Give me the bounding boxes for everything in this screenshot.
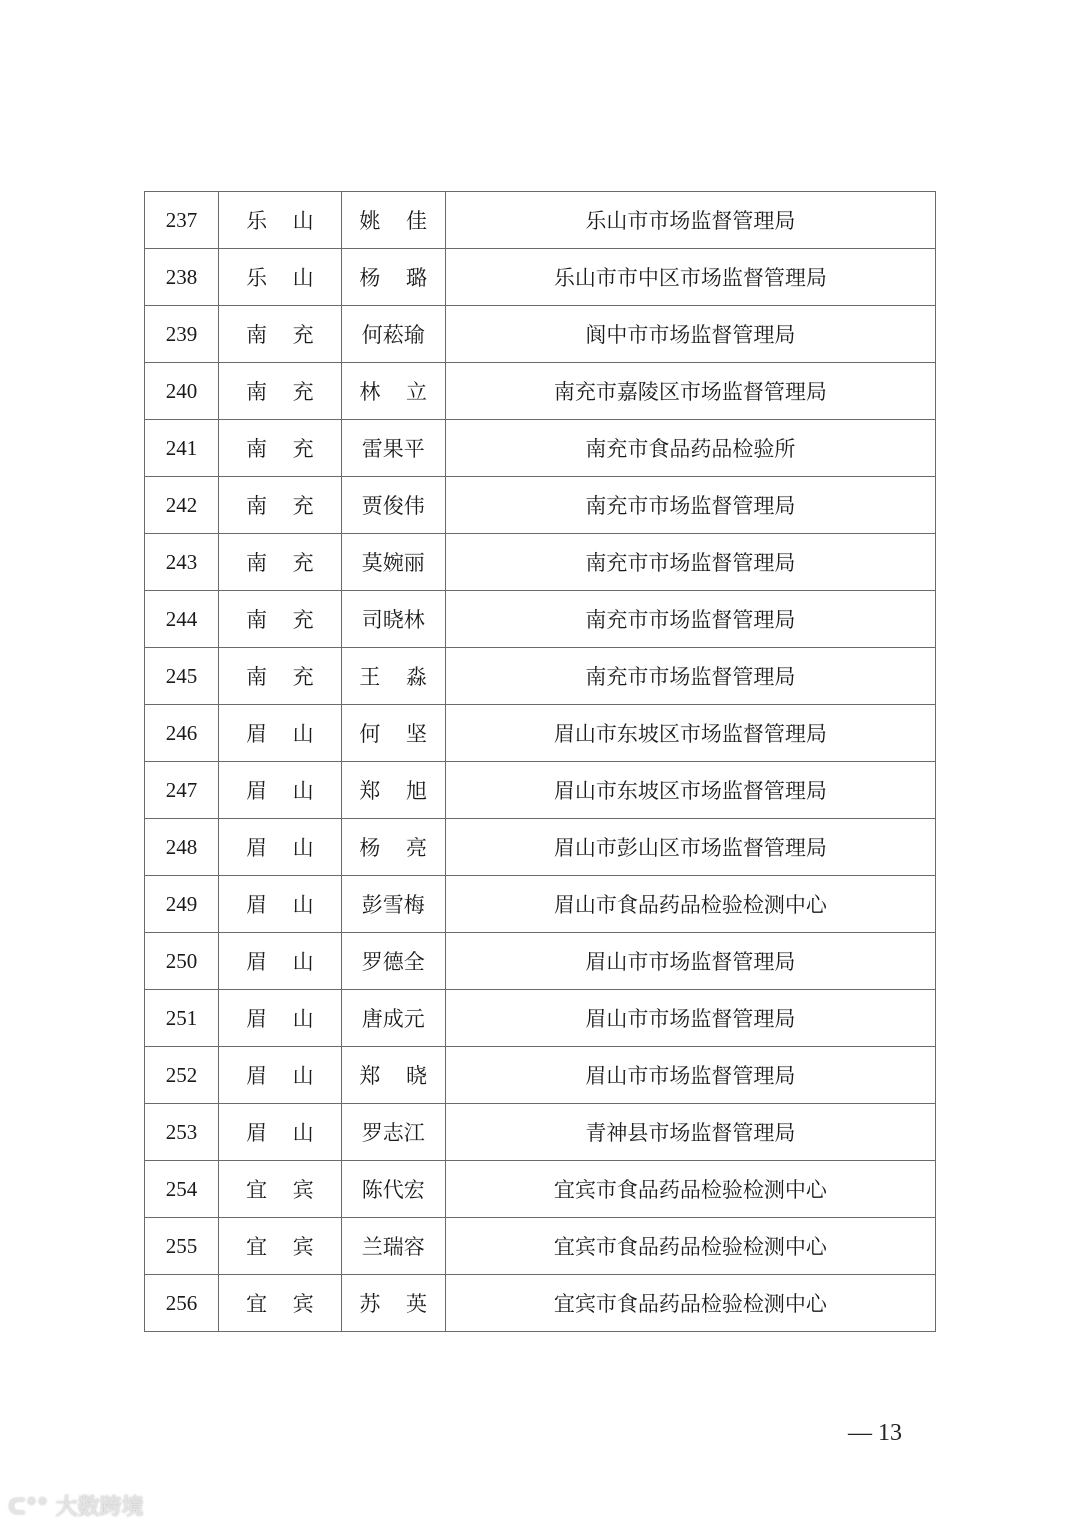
- name-cell: 何 坚: [341, 705, 445, 762]
- region-cell: 南 充: [219, 363, 342, 420]
- region-cell: 眉 山: [219, 1104, 342, 1161]
- organization-cell: 南充市市场监督管理局: [445, 477, 935, 534]
- row-number: 250: [145, 933, 219, 990]
- row-number: 252: [145, 1047, 219, 1104]
- region-cell: 南 充: [219, 534, 342, 591]
- region-cell: 眉 山: [219, 990, 342, 1047]
- region-cell: 眉 山: [219, 1047, 342, 1104]
- organization-cell: 南充市市场监督管理局: [445, 648, 935, 705]
- organization-cell: 乐山市市中区市场监督管理局: [445, 249, 935, 306]
- row-number: 242: [145, 477, 219, 534]
- region-cell: 眉 山: [219, 933, 342, 990]
- table-row: [145, 1275, 936, 1332]
- name-cell: 王 淼: [341, 648, 445, 705]
- organization-cell: 宜宾市食品药品检验检测中心: [445, 1161, 935, 1218]
- table-row: [145, 876, 936, 933]
- region-cell: 眉 山: [219, 705, 342, 762]
- name-cell: 林 立: [341, 363, 445, 420]
- region-cell: 眉 山: [219, 762, 342, 819]
- row-number: 256: [145, 1275, 219, 1332]
- organization-cell: 眉山市彭山区市场监督管理局: [445, 819, 935, 876]
- row-number: 241: [145, 420, 219, 477]
- watermark-logo: ᑕ°° 大数跨境: [8, 1495, 144, 1520]
- organization-cell: 眉山市东坡区市场监督管理局: [445, 762, 935, 819]
- row-number: 251: [145, 990, 219, 1047]
- name-cell: 唐成元: [341, 990, 445, 1047]
- name-cell: 罗志江: [341, 1104, 445, 1161]
- organization-cell: 眉山市食品药品检验检测中心: [445, 876, 935, 933]
- table-row: [145, 1218, 936, 1275]
- name-cell: 陈代宏: [341, 1161, 445, 1218]
- organization-cell: 眉山市东坡区市场监督管理局: [445, 705, 935, 762]
- name-cell: 兰瑞容: [341, 1218, 445, 1275]
- region-cell: 宜 宾: [219, 1161, 342, 1218]
- name-cell: 莫婉丽: [341, 534, 445, 591]
- row-number: 245: [145, 648, 219, 705]
- row-number: 249: [145, 876, 219, 933]
- table-row: [145, 363, 936, 420]
- roster-table: [144, 191, 936, 1332]
- row-number: 255: [145, 1218, 219, 1275]
- name-cell: 何菘瑜: [341, 306, 445, 363]
- row-number: 237: [145, 192, 219, 249]
- region-cell: 乐 山: [219, 192, 342, 249]
- table-row: [145, 1104, 936, 1161]
- row-number: 247: [145, 762, 219, 819]
- table-row: [145, 819, 936, 876]
- region-cell: 宜 宾: [219, 1275, 342, 1332]
- row-number: 238: [145, 249, 219, 306]
- row-number: 253: [145, 1104, 219, 1161]
- organization-cell: 眉山市市场监督管理局: [445, 933, 935, 990]
- name-cell: 姚 佳: [341, 192, 445, 249]
- name-cell: 雷果平: [341, 420, 445, 477]
- page-number: — 13: [848, 1420, 902, 1446]
- organization-cell: 眉山市市场监督管理局: [445, 1047, 935, 1104]
- name-cell: 司晓林: [341, 591, 445, 648]
- name-cell: 贾俊伟: [341, 477, 445, 534]
- region-cell: 乐 山: [219, 249, 342, 306]
- table-row: [145, 192, 936, 249]
- table-row: [145, 306, 936, 363]
- table-row: [145, 990, 936, 1047]
- region-cell: 宜 宾: [219, 1218, 342, 1275]
- organization-cell: 南充市市场监督管理局: [445, 591, 935, 648]
- region-cell: 南 充: [219, 477, 342, 534]
- table-row: [145, 477, 936, 534]
- table-row: [145, 249, 936, 306]
- table-row: [145, 933, 936, 990]
- name-cell: 罗德全: [341, 933, 445, 990]
- region-cell: 南 充: [219, 420, 342, 477]
- name-cell: 郑 旭: [341, 762, 445, 819]
- table-row: [145, 420, 936, 477]
- name-cell: 郑 晓: [341, 1047, 445, 1104]
- region-cell: 南 充: [219, 306, 342, 363]
- table-row: [145, 534, 936, 591]
- row-number: 240: [145, 363, 219, 420]
- name-cell: 彭雪梅: [341, 876, 445, 933]
- row-number: 244: [145, 591, 219, 648]
- organization-cell: 宜宾市食品药品检验检测中心: [445, 1275, 935, 1332]
- table-row: [145, 1161, 936, 1218]
- region-cell: 眉 山: [219, 876, 342, 933]
- region-cell: 南 充: [219, 648, 342, 705]
- table-row: [145, 591, 936, 648]
- region-cell: 眉 山: [219, 819, 342, 876]
- table-row: [145, 648, 936, 705]
- row-number: 243: [145, 534, 219, 591]
- table-row: [145, 705, 936, 762]
- row-number: 254: [145, 1161, 219, 1218]
- table-row: [145, 762, 936, 819]
- region-cell: 南 充: [219, 591, 342, 648]
- name-cell: 杨 亮: [341, 819, 445, 876]
- row-number: 239: [145, 306, 219, 363]
- organization-cell: 乐山市市场监督管理局: [445, 192, 935, 249]
- row-number: 248: [145, 819, 219, 876]
- organization-cell: 阆中市市场监督管理局: [445, 306, 935, 363]
- organization-cell: 宜宾市食品药品检验检测中心: [445, 1218, 935, 1275]
- name-cell: 杨 璐: [341, 249, 445, 306]
- name-cell: 苏 英: [341, 1275, 445, 1332]
- organization-cell: 南充市嘉陵区市场监督管理局: [445, 363, 935, 420]
- table-row: [145, 1047, 936, 1104]
- row-number: 246: [145, 705, 219, 762]
- organization-cell: 眉山市市场监督管理局: [445, 990, 935, 1047]
- organization-cell: 南充市食品药品检验所: [445, 420, 935, 477]
- organization-cell: 南充市市场监督管理局: [445, 534, 935, 591]
- organization-cell: 青神县市场监督管理局: [445, 1104, 935, 1161]
